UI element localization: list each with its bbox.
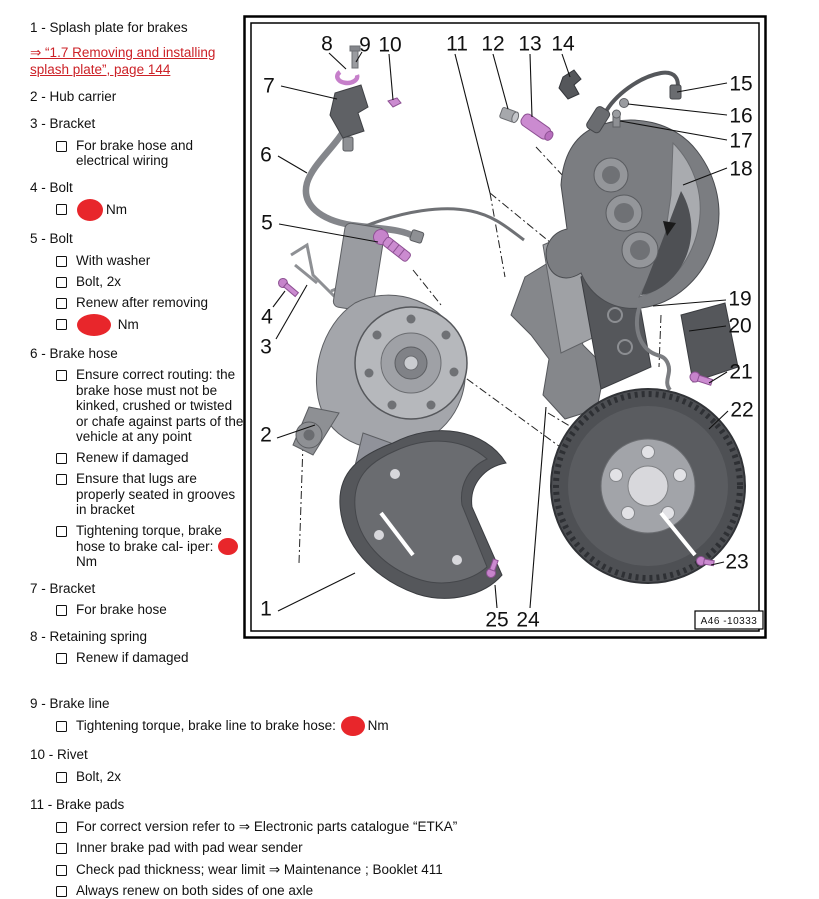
part-item-label: 2 - Hub carrier (30, 89, 117, 104)
callout-number: 20 (728, 314, 752, 338)
callout-number: 13 (518, 32, 542, 56)
checklist-item-text: Inner brake pad with pad wear sender (76, 840, 303, 855)
checklist-item-text: For correct version refer to ⇒ Electronic parts catalogue “ETKA” (76, 818, 458, 834)
checkbox-bullet-icon (56, 319, 67, 330)
bleeder-cap-nut-part (620, 99, 629, 108)
part-item-label: 4 - Bolt (30, 179, 73, 195)
part-item-label: 8 - Retaining spring (30, 628, 148, 644)
parts-list-item (30, 116, 244, 169)
checkbox-bullet-icon (56, 256, 67, 267)
parts-list-item (30, 581, 244, 618)
checklist-item-text: For brake hose (76, 602, 167, 617)
checklist-item-text: Renew if damaged (76, 450, 189, 465)
callout-number: 2 (260, 423, 272, 447)
checklist-item (30, 316, 244, 335)
checkbox-bullet-icon (56, 277, 67, 288)
checklist-item (30, 138, 244, 169)
parts-list-item (30, 696, 770, 735)
checklist-item-text: Tightening torque, brake line to brake hose: Nm (76, 718, 389, 735)
parts-list-item (30, 629, 244, 666)
checklist-item (30, 718, 770, 735)
parts-list-item (30, 346, 244, 570)
parts-list-left-column (30, 12, 244, 666)
callout-number: 4 (261, 305, 273, 329)
parts-list-item (30, 797, 770, 899)
checkbox-bullet-icon (56, 453, 67, 464)
checkbox-bullet-icon (56, 526, 67, 537)
checklist-item (30, 602, 244, 618)
checklist-item (30, 650, 244, 666)
checklist-item (30, 523, 244, 570)
checklist-item (30, 471, 244, 518)
exploded-diagram-figure (243, 15, 767, 640)
parts-list-item (30, 231, 244, 335)
parts-list-item (30, 180, 244, 221)
checklist-item-text: Ensure that lugs are properly seated in grooves in bracket (76, 471, 236, 517)
checklist-item (30, 883, 770, 899)
checklist-item (30, 253, 244, 269)
parts-list-item (30, 89, 244, 105)
checklist-item-text: Tightening torque, brake hose to brake cal- iper: Nm (76, 523, 244, 570)
checklist-item-text: Bolt, 2x (76, 769, 122, 784)
checklist-item-text: Nm (76, 201, 127, 220)
callout-number: 5 (261, 211, 273, 235)
callout-number: 22 (730, 398, 754, 422)
checklist-item (30, 201, 244, 220)
checklist-item (30, 862, 770, 878)
torque-value-redaction (218, 538, 238, 555)
figure-label-box (695, 611, 763, 629)
callout-number: 9 (359, 33, 371, 57)
part-item-label: 10 - Rivet (30, 747, 88, 762)
bleeder-valve-part (613, 110, 621, 127)
checkbox-bullet-icon (56, 772, 67, 783)
torque-value-redaction (341, 716, 365, 736)
callout-number: 19 (728, 287, 752, 311)
checklist-item-text: Ensure correct routing: the brake hose must not be kinked, crushed or twisted or chafe against parts of the vehicle at any point (76, 367, 244, 444)
torque-value-redaction (77, 314, 111, 336)
cross-reference-link[interactable]: ⇒ “1.7 Removing and installing splash plate”, page 144 (30, 45, 216, 77)
checklist-item-text: Always renew on both sides of one axle (76, 883, 314, 898)
checklist-item (30, 819, 770, 835)
checkbox-bullet-icon (56, 822, 67, 833)
part-item-label: 1 - Splash plate for brakes (30, 20, 188, 35)
callout-number: 11 (446, 32, 468, 56)
callout-number: 7 (263, 74, 275, 98)
checklist-item (30, 295, 244, 311)
checkbox-bullet-icon (56, 605, 67, 616)
part-item-label: 11 - Brake pads (30, 796, 125, 812)
callout-number: 3 (260, 335, 272, 359)
checkbox-bullet-icon (56, 298, 67, 309)
parts-list-bottom-section (30, 684, 770, 899)
checkbox-bullet-icon (56, 843, 67, 854)
checklist-item (30, 769, 770, 785)
checkbox-bullet-icon (56, 886, 67, 897)
callout-number: 21 (729, 360, 753, 384)
part-item-label: 6 - Brake hose (30, 345, 118, 361)
brake-disc-part (551, 389, 745, 583)
figure-label: A46 -10333 (700, 616, 758, 627)
callout-number: 15 (729, 72, 753, 96)
checklist-item-text: Renew if damaged (76, 650, 189, 665)
callout-number: 24 (516, 608, 540, 632)
checklist-item-text: With washer (76, 252, 151, 268)
part-item-label: 3 - Bracket (30, 116, 96, 131)
callout-number: 16 (729, 104, 753, 128)
parts-list-item (30, 747, 770, 785)
checklist-item-text: Check pad thickness; wear limit ⇒ Maintenance ; Booklet 411 (76, 861, 443, 877)
parts-list-item (30, 20, 244, 78)
exploded-diagram (243, 15, 767, 640)
checkbox-bullet-icon (56, 141, 67, 152)
callout-number: 14 (551, 32, 575, 56)
callout-number: 10 (378, 33, 402, 57)
checklist-item-text: Renew after removing (76, 294, 209, 310)
callout-number: 6 (260, 143, 272, 167)
callout-number: 12 (481, 32, 505, 56)
callout-number: 18 (729, 157, 753, 181)
checkbox-bullet-icon (56, 865, 67, 876)
checklist-item (30, 367, 244, 445)
checklist-item-text: Nm (76, 316, 139, 335)
checkbox-bullet-icon (56, 721, 67, 732)
part-item-label: 5 - Bolt (30, 231, 73, 246)
callout-number: 17 (729, 129, 753, 153)
callout-number: 8 (321, 32, 333, 56)
checkbox-bullet-icon (56, 204, 67, 215)
checklist-item-text: For brake hose and electrical wiring (76, 137, 194, 168)
checklist-item (30, 450, 244, 466)
checklist-item-text: Bolt, 2x (76, 273, 122, 289)
callout-number: 1 (260, 597, 272, 621)
checkbox-bullet-icon (56, 474, 67, 485)
checkbox-bullet-icon (56, 370, 67, 381)
checklist-item (30, 274, 244, 290)
part-item-label: 9 - Brake line (30, 696, 110, 711)
part-item-label: 7 - Bracket (30, 580, 96, 596)
checklist-item (30, 840, 770, 856)
callout-number: 25 (485, 608, 509, 632)
callout-number: 23 (725, 550, 749, 574)
torque-value-redaction (77, 199, 103, 221)
checkbox-bullet-icon (56, 653, 67, 664)
